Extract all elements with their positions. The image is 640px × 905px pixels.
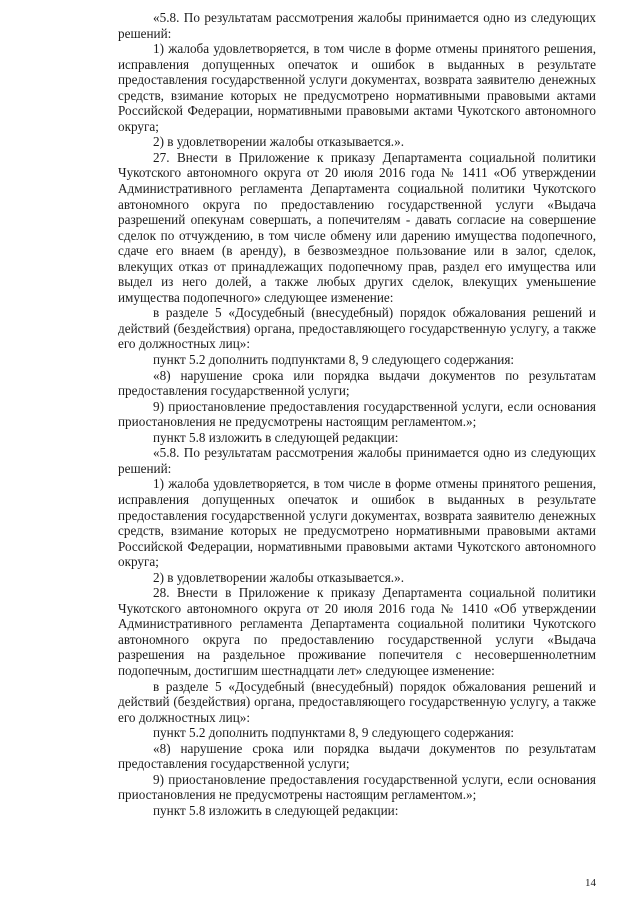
paragraph-complaint-rejected: 2) в удовлетворении жалобы отказывается.». <box>153 134 404 150</box>
paragraph-clause-5-8-restate-2: пункт 5.8 изложить в следующей редакции: <box>153 802 399 818</box>
paragraph-complaint-rejected-2: 2) в удовлетворении жалобы отказывается.». <box>153 569 404 585</box>
paragraph-clause-5-2-supplement-2: пункт 5.2 дополнить подпунктами 8, 9 следующего содержания: <box>153 725 515 741</box>
page-number: 14 <box>585 877 596 889</box>
paragraph-section-5-appeal: в разделе 5 «Досудебный (внесудебный) порядок обжалования решений и действий (бездействия) органа, предоставляющего государственную услугу, а также его должностных лиц»: <box>118 305 596 352</box>
paragraph-clause-5-8-restate: пункт 5.8 изложить в следующей редакции: <box>153 429 399 445</box>
paragraph-item-27: 27. Внести в Приложение к приказу Департамента социальной политики Чукотского автономного округа от 20 июля 2016 года № 1411 «Об утверждении Административного регламента Департамента социальной политики Чукотского автономного округа по предоставлению государственной услуги «Выдача разрешений опекунам совершать, а попечителям - давать согласие на совершение сделок по отчуждению, в том числе обмену или дарению имущества подопечного, сдаче его внаем (в аренду), в безвозмездное пользование или в залог, сделок, влекущих отказ от принадлежащих подопечному прав, раздел его имущества или выдел из него долей, а также любых других сделок, влекущих уменьшение имущества подопечного» следующее изменение: <box>118 149 596 305</box>
paragraph-subitem-8: «8) нарушение срока или порядка выдачи документов по результатам предоставления государственной услуги; <box>118 367 596 399</box>
paragraph-item-28: 28. Внести в Приложение к приказу Департамента социальной политики Чукотского автономного округа от 20 июля 2016 года № 1410 «Об утверждении Административного регламента Департамента социальной политики Чукотского автономного округа по предоставлению государственной услуги «Выдача разрешения на раздельное проживание попечителя с несовершеннолетним подопечным, достигшим шестнадцати лет» следующее изменение: <box>118 585 596 678</box>
paragraph-complaint-satisfied-2: 1) жалоба удовлетворяется, в том числе в форме отмены принятого решения, исправления допущенных опечаток и ошибок в выданных в результате предоставления государственной услуги документах, возврата заявителю денежных средств, взимание которых не предусмотрено нормативными правовыми актами Российской Федерации, нормативными правовыми актами Чукотского автономного округа; <box>118 476 596 570</box>
paragraph-section-5-appeal-2: в разделе 5 «Досудебный (внесудебный) порядок обжалования решений и действий (бездействия) органа, предоставляющего государственную услугу, а также его должностных лиц»: <box>118 678 596 725</box>
paragraph-clause-5-8-intro-2: «5.8. По результатам рассмотрения жалобы принимается одно из следующих решений: <box>118 445 596 476</box>
paragraph-subitem-9: 9) приостановление предоставления государственной услуги, если основания приостановления не предусмотрены настоящим регламентом.»; <box>118 398 596 430</box>
paragraph-clause-5-8-intro: «5.8. По результатам рассмотрения жалобы принимается одно из следующих решений: <box>118 10 596 41</box>
paragraph-subitem-9-2: 9) приостановление предоставления государственной услуги, если основания приостановления не предусмотрены настоящим регламентом.»; <box>118 771 596 803</box>
paragraph-subitem-8-2: «8) нарушение срока или порядка выдачи документов по результатам предоставления государственной услуги; <box>118 740 596 772</box>
paragraph-complaint-satisfied: 1) жалоба удовлетворяется, в том числе в форме отмены принятого решения, исправления допущенных опечаток и ошибок в выданных в результате предоставления государственной услуги документах, возврата заявителю денежных средств, взимание которых не предусмотрено нормативными правовыми актами Российской Федерации, нормативными правовыми актами Чукотского автономного округа; <box>118 41 596 134</box>
paragraph-clause-5-2-supplement: пункт 5.2 дополнить подпунктами 8, 9 следующего содержания: <box>153 352 515 368</box>
document-body <box>118 10 596 818</box>
